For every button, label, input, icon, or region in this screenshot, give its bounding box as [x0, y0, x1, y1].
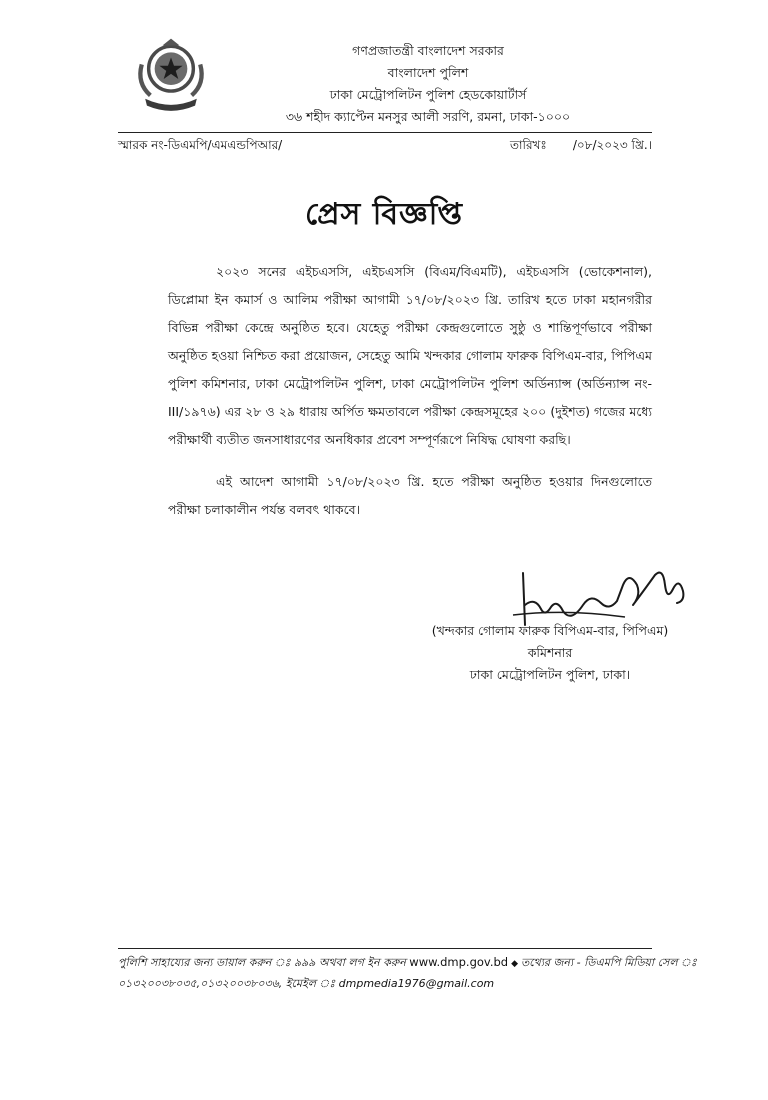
- signatory-office: ঢাকা মেট্রোপলিটন পুলিশ, ঢাকা।: [469, 667, 631, 682]
- diamond-separator-icon: ◆: [511, 959, 518, 969]
- police-emblem-icon: [128, 30, 214, 116]
- header-divider: [118, 132, 652, 133]
- date-value: /০৮/২০২৩ খ্রি.।: [572, 138, 652, 152]
- body-paragraph-2: এই আদেশ আগামী ১৭/০৮/২০২৩ খ্রি. হতে পরীক্ষা অনুষ্ঠিত হওয়ার দিনগুলোতে পরীক্ষা চলাকালীন পর্যন্ত বলবৎ থাকবে।: [168, 474, 652, 517]
- footer-divider: [118, 948, 652, 949]
- header-police: বাংলাদেশ পুলিশ: [387, 65, 469, 80]
- body-paragraph-1: ২০২৩ সনের এইচএসসি, এইচএসসি (বিএম/বিএমটি), এইচএসসি (ভোকেশনাল), ডিপ্লোমা ইন কমার্স ও আলিম পরীক্ষা আগামী ১৭/০৮/২০২৩ খ্রি. তারিখ হতে ঢাকা মহানগরীর বিভিন্ন পরীক্ষা কেন্দ্রে অনুষ্ঠিত হবে। যেহেতু পরীক্ষা কেন্দ্রগুলোতে সুষ্ঠু ও শান্তিপূর্ণভাবে পরীক্ষা অনুষ্ঠিত হওয়া নিশ্চিত করা প্রয়োজন, সেহেতু আমি খন্দকার গোলাম ফারুক বিপিএম-বার, পিপিএম পুলিশ কমিশনার, ঢাকা মেট্রোপলিটন পুলিশ, ঢাকা মেট্রোপলিটন পুলিশ অর্ডিন্যান্স (অর্ডিন্যান্স নং-III/১৯৭৬) এর ২৮ ও ২৯ ধারায় অর্পিত ক্ষমতাবলে পরীক্ষা কেন্দ্রসমূহের ২০০ (দুইশত) গজের মধ্যে পরীক্ষার্থী ব্যতীত জনসাধারণের অনধিকার প্রবেশ সম্পূর্ণরূপে নিষিদ্ধ ঘোষণা করছি।: [168, 264, 652, 447]
- website-link[interactable]: www.dmp.gov.bd: [409, 955, 509, 969]
- signatory-name: (খন্দকার গোলাম ফারুক বিপিএম-বার, পিপিএম): [431, 623, 669, 638]
- letterhead: [228, 40, 628, 128]
- header-dmp-hq: ঢাকা মেট্রোপলিটন পুলিশ হেডকোয়ার্টার্স: [329, 87, 527, 102]
- footer-line-2: [118, 974, 668, 994]
- press-body: [168, 258, 652, 524]
- memo-row: [118, 135, 652, 155]
- header-government: গণপ্রজাতন্ত্রী বাংলাদেশ সরকার: [352, 43, 504, 58]
- footer-phones: ০১৩২০০৩৮০৩৫,০১৩২০০৩৮০৩৬, ইমেইল ঃ: [118, 977, 336, 990]
- email-link[interactable]: dmpmedia1976@gmail.com: [338, 977, 495, 990]
- footer-line-1: [118, 952, 697, 974]
- footer: [118, 952, 697, 994]
- signature-block: [400, 620, 700, 686]
- memo-reference: স্মারক নং-ডিএমপি/এমএন্ডপিআর/: [118, 138, 283, 152]
- header-address: ৩৬ শহীদ ক্যাপ্টেন মনসুর আলী সরণি, রমনা, ঢাকা-১০০০: [285, 109, 571, 124]
- date-label: তারিখঃ: [510, 138, 547, 152]
- memo-date: [510, 135, 652, 155]
- page-title: প্রেস বিজ্ঞপ্তি: [304, 197, 464, 232]
- signatory-designation: কমিশনার: [527, 645, 573, 660]
- footer-helpline: পুলিশি সাহায্যের জন্য ডায়াল করুন ঃ ৯৯৯ অথবা লগ ইন করুন: [118, 956, 406, 969]
- footer-media-cell: তথ্যের জন্য - ডিএমপি মিডিয়া সেল ঃ: [521, 956, 697, 969]
